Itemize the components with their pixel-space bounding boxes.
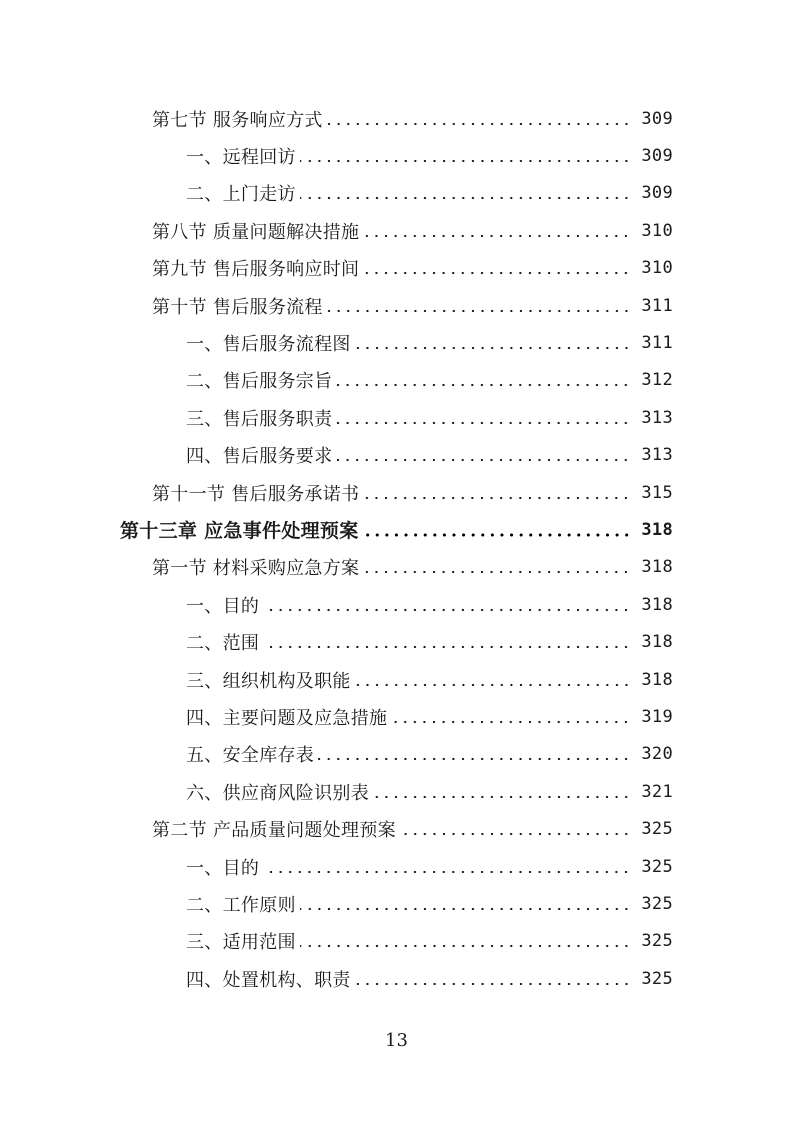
toc-entry-title: 一、目的 <box>186 595 260 617</box>
toc-entry[interactable] <box>0 586 793 623</box>
toc-entry-page: 325 <box>641 856 673 877</box>
dot-leader <box>363 234 631 238</box>
dot-leader <box>336 458 631 462</box>
toc-entry-title: 第二节 产品质量问题处理预案 <box>152 820 396 842</box>
toc-entry-page: 311 <box>641 295 673 316</box>
toc-entry[interactable] <box>0 399 793 436</box>
toc-entry-page: 313 <box>641 445 673 466</box>
toc-entry-title: 一、远程回访 <box>186 147 296 169</box>
toc-entry-title: 三、售后服务职责 <box>186 408 333 430</box>
toc-entry[interactable] <box>0 212 793 249</box>
toc-entry[interactable] <box>0 549 793 586</box>
toc-entry-page: 318 <box>641 557 673 578</box>
dot-leader <box>263 870 631 874</box>
toc-entry[interactable] <box>0 698 793 735</box>
toc-entry-page: 318 <box>641 594 673 615</box>
dot-leader <box>263 645 631 649</box>
dot-leader <box>355 982 631 986</box>
toc-entry-title: 第九节 售后服务响应时间 <box>152 259 360 281</box>
toc-entry[interactable] <box>0 137 793 174</box>
toc-chapter-entry[interactable] <box>0 511 793 548</box>
dot-leader <box>363 570 631 574</box>
toc-entry-page: 325 <box>641 819 673 840</box>
dot-leader <box>300 159 631 163</box>
toc-entry-page: 309 <box>641 183 673 204</box>
dot-leader <box>336 383 631 387</box>
toc-entry-title: 第七节 服务响应方式 <box>152 109 323 131</box>
toc-entry[interactable] <box>0 175 793 212</box>
toc-entry[interactable] <box>0 474 793 511</box>
dot-leader <box>363 496 631 500</box>
toc-entry-page: 310 <box>641 258 673 279</box>
toc-entry[interactable] <box>0 100 793 137</box>
dot-leader <box>373 795 631 799</box>
dot-leader <box>318 757 631 761</box>
toc-entry-page: 325 <box>641 968 673 989</box>
dot-leader <box>263 608 631 612</box>
toc-entry[interactable] <box>0 437 793 474</box>
dot-leader <box>327 122 631 126</box>
toc-entry[interactable] <box>0 623 793 660</box>
toc-entry-title: 第十三章 应急事件处理预案 <box>120 520 359 543</box>
toc-entry-page: 319 <box>641 706 673 727</box>
toc-entry-title: 三、组织机构及职能 <box>186 670 351 692</box>
table-of-contents <box>0 100 793 997</box>
toc-entry-title: 第八节 质量问题解决措施 <box>152 221 360 243</box>
toc-entry-title: 四、售后服务要求 <box>186 446 333 468</box>
toc-entry-title: 二、售后服务宗旨 <box>186 371 333 393</box>
toc-entry-page: 310 <box>641 220 673 241</box>
dot-leader <box>300 907 631 911</box>
toc-entry-page: 321 <box>641 781 673 802</box>
toc-entry-page: 320 <box>641 744 673 765</box>
dot-leader <box>363 533 631 537</box>
toc-entry-title: 五、安全库存表 <box>186 745 315 767</box>
toc-entry[interactable] <box>0 250 793 287</box>
toc-entry[interactable] <box>0 362 793 399</box>
toc-entry-title: 四、处置机构、职责 <box>186 969 351 991</box>
toc-entry[interactable] <box>0 885 793 922</box>
page-number: 13 <box>385 1030 408 1051</box>
toc-entry-title: 一、目的 <box>186 857 260 879</box>
toc-entry-title: 六、供应商风险识别表 <box>186 782 369 804</box>
toc-entry-title: 二、上门走访 <box>186 184 296 206</box>
toc-entry[interactable] <box>0 923 793 960</box>
toc-entry-page: 315 <box>641 482 673 503</box>
toc-entry-title: 三、适用范围 <box>186 932 296 954</box>
toc-entry-page: 313 <box>641 407 673 428</box>
dot-leader <box>363 271 631 275</box>
dot-leader <box>300 944 631 948</box>
dot-leader <box>355 683 631 687</box>
toc-entry[interactable] <box>0 773 793 810</box>
toc-entry[interactable] <box>0 960 793 997</box>
toc-entry-page: 309 <box>641 108 673 129</box>
toc-entry-title: 第一节 材料采购应急方案 <box>152 558 360 580</box>
toc-entry-page: 318 <box>641 669 673 690</box>
toc-entry-title: 第十节 售后服务流程 <box>152 296 323 318</box>
toc-entry[interactable] <box>0 287 793 324</box>
toc-entry-page: 325 <box>641 893 673 914</box>
toc-entry-page: 318 <box>641 519 673 540</box>
toc-entry[interactable] <box>0 324 793 361</box>
toc-entry-page: 318 <box>641 632 673 653</box>
toc-entry-page: 311 <box>641 333 673 354</box>
toc-entry-title: 二、工作原则 <box>186 894 296 916</box>
toc-entry-title: 四、主要问题及应急措施 <box>186 707 388 729</box>
toc-entry-page: 312 <box>641 370 673 391</box>
toc-entry-page: 325 <box>641 931 673 952</box>
toc-entry-page: 309 <box>641 146 673 167</box>
dot-leader <box>327 309 631 313</box>
toc-entry-title: 二、范围 <box>186 633 260 655</box>
toc-entry-title: 第十一节 售后服务承诺书 <box>152 483 360 505</box>
dot-leader <box>336 421 631 425</box>
toc-entry[interactable] <box>0 848 793 885</box>
toc-entry[interactable] <box>0 736 793 773</box>
dot-leader <box>400 832 631 836</box>
dot-leader <box>355 346 631 350</box>
toc-entry[interactable] <box>0 661 793 698</box>
dot-leader <box>391 720 631 724</box>
toc-entry-title: 一、售后服务流程图 <box>186 334 351 356</box>
dot-leader <box>300 196 631 200</box>
toc-entry[interactable] <box>0 810 793 847</box>
